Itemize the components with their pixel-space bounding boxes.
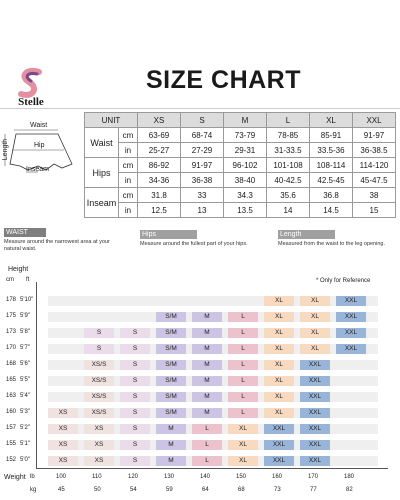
- cm-label: cm: [6, 277, 14, 283]
- size-cell: S/M: [156, 344, 186, 354]
- size-cell: XL: [300, 296, 330, 306]
- table-cell: 36-38.5: [353, 143, 396, 158]
- size-cell: M: [192, 408, 222, 418]
- size-cell: S/M: [156, 360, 186, 370]
- legend-length-desc: Measured from the waist to the leg opening.: [278, 241, 386, 247]
- size-cell: XXL: [300, 424, 330, 434]
- height-cm-tick: 168: [6, 361, 17, 367]
- size-cell: S: [120, 376, 150, 386]
- ft-label: ft: [26, 277, 30, 283]
- size-cell: S: [120, 424, 150, 434]
- table-cell: 12.5: [138, 203, 181, 218]
- table-cell: 36.8: [310, 188, 353, 203]
- size-cell: XL: [264, 312, 294, 322]
- weight-kg-tick: 59: [166, 487, 173, 493]
- table-cell: 14: [267, 203, 310, 218]
- unit-header: UNIT: [85, 113, 138, 128]
- table-cell: 91-97: [181, 158, 224, 173]
- table-cell: 86-92: [138, 158, 181, 173]
- size-cell: XL: [264, 360, 294, 370]
- height-ft-tick: 5'9": [20, 313, 30, 319]
- size-cell: S/M: [156, 392, 186, 402]
- unit-cell: in: [119, 203, 138, 218]
- height-cm-tick: 155: [6, 441, 17, 447]
- page-title: SIZE CHART: [146, 66, 301, 94]
- kg-label: kg: [30, 487, 37, 493]
- table-cell: 91-97: [353, 128, 396, 143]
- size-cell: XXL: [336, 328, 366, 338]
- table-cell: 14.5: [310, 203, 353, 218]
- table-cell: 33: [181, 188, 224, 203]
- height-cm-tick: 160: [6, 409, 17, 415]
- height-label: Height: [8, 266, 29, 273]
- size-cell: XL: [300, 328, 330, 338]
- measure-label: Inseam: [85, 188, 119, 218]
- size-cell: S: [84, 344, 114, 354]
- size-cell: XXL: [300, 376, 330, 386]
- height-cm-tick: 170: [6, 345, 17, 351]
- size-cell: L: [192, 440, 222, 450]
- lb-label: lb: [30, 474, 35, 480]
- table-cell: 13.5: [224, 203, 267, 218]
- measure-label: Hips: [85, 158, 119, 188]
- height-cm-tick: 152: [6, 457, 17, 463]
- table-cell: 45-47.5: [353, 173, 396, 188]
- table-cell: 101-108: [267, 158, 310, 173]
- table-cell: 29-31: [224, 143, 267, 158]
- table-cell: 15: [353, 203, 396, 218]
- size-cell: M: [192, 312, 222, 322]
- size-cell: XXL: [300, 440, 330, 450]
- size-cell: XL: [264, 408, 294, 418]
- size-cell: M: [192, 392, 222, 402]
- table-cell: 31-33.5: [267, 143, 310, 158]
- table-cell: 40-42.5: [267, 173, 310, 188]
- size-cell: M: [156, 424, 186, 434]
- size-cell: XL: [264, 392, 294, 402]
- size-cell: XS/S: [84, 392, 114, 402]
- size-cell: XS/S: [84, 360, 114, 370]
- unit-cell: cm: [119, 128, 138, 143]
- table-cell: 73-79: [224, 128, 267, 143]
- hip-label: Hip: [34, 142, 45, 149]
- weight-kg-tick: 73: [274, 487, 281, 493]
- weight-lb-tick: 100: [56, 474, 67, 480]
- table-cell: 35.6: [267, 188, 310, 203]
- size-cell: S: [120, 456, 150, 466]
- size-cell: XXL: [336, 296, 366, 306]
- size-cell: XXL: [300, 456, 330, 466]
- size-cell: XL: [264, 344, 294, 354]
- height-ft-tick: 5'0": [20, 457, 30, 463]
- size-cell: S: [120, 392, 150, 402]
- height-cm-tick: 165: [6, 377, 17, 383]
- size-cell: XXL: [300, 360, 330, 370]
- table-cell: 31.8: [138, 188, 181, 203]
- height-ft-tick: 5'6": [20, 361, 30, 367]
- weight-kg-tick: 68: [238, 487, 245, 493]
- length-label: Length: [2, 138, 10, 161]
- table-cell: 33.5-36: [310, 143, 353, 158]
- unit-cell: cm: [119, 188, 138, 203]
- size-header: L: [267, 113, 310, 128]
- weight-label: Weight: [4, 474, 26, 481]
- table-cell: 85-91: [310, 128, 353, 143]
- size-header: XL: [310, 113, 353, 128]
- size-cell: M: [192, 328, 222, 338]
- size-cell: XXL: [336, 312, 366, 322]
- table-cell: 108-114: [310, 158, 353, 173]
- size-header: XS: [138, 113, 181, 128]
- size-cell: L: [192, 456, 222, 466]
- weight-lb-tick: 110: [92, 474, 102, 480]
- size-cell: L: [228, 376, 258, 386]
- table-cell: 96-102: [224, 158, 267, 173]
- size-cell: XS/S: [84, 408, 114, 418]
- weight-lb-tick: 140: [200, 474, 211, 480]
- size-cell: XS: [84, 456, 114, 466]
- size-cell: L: [228, 360, 258, 370]
- size-header: S: [181, 113, 224, 128]
- weight-lb-tick: 130: [164, 474, 175, 480]
- size-cell: XS: [48, 408, 78, 418]
- size-cell: S/M: [156, 312, 186, 322]
- size-cell: XS: [48, 440, 78, 450]
- size-cell: XL: [228, 456, 258, 466]
- height-ft-tick: 5'7": [20, 345, 30, 351]
- height-ft-tick: 5'8": [20, 329, 30, 335]
- weight-kg-tick: 64: [202, 487, 209, 493]
- size-cell: XS/S: [84, 376, 114, 386]
- weight-kg-tick: 54: [130, 487, 137, 493]
- size-cell: M: [192, 360, 222, 370]
- height-ft-tick: 5'1": [20, 441, 30, 447]
- unit-cell: in: [119, 143, 138, 158]
- table-cell: 34-36: [138, 173, 181, 188]
- size-cell: L: [228, 408, 258, 418]
- size-cell: XXL: [264, 456, 294, 466]
- table-cell: 27-29: [181, 143, 224, 158]
- table-cell: 34.3: [224, 188, 267, 203]
- size-cell: S: [120, 408, 150, 418]
- legend-length-title: Length: [278, 230, 335, 239]
- table-cell: 114-120: [353, 158, 396, 173]
- weight-kg-tick: 77: [310, 487, 317, 493]
- size-cell: XXL: [336, 344, 366, 354]
- height-cm-tick: 173: [6, 329, 17, 335]
- size-cell: XL: [264, 328, 294, 338]
- table-cell: 78-85: [267, 128, 310, 143]
- size-cell: S: [120, 360, 150, 370]
- size-cell: XL: [300, 344, 330, 354]
- weight-kg-tick: 82: [346, 487, 353, 493]
- size-cell: XL: [228, 440, 258, 450]
- size-cell: XL: [228, 424, 258, 434]
- legend-waist-desc: Measure around the narrowest area at your natural waist.: [4, 239, 110, 252]
- waist-label: Waist: [30, 122, 48, 129]
- size-cell: S: [120, 328, 150, 338]
- weight-kg-tick: 45: [58, 487, 65, 493]
- size-cell: L: [192, 424, 222, 434]
- legend-hips-desc: Measure around the fullest part of your hips.: [140, 241, 248, 247]
- height-cm-tick: 163: [6, 393, 17, 399]
- weight-lb-tick: 150: [236, 474, 247, 480]
- weight-kg-tick: 50: [94, 487, 101, 493]
- table-cell: 13: [181, 203, 224, 218]
- legend-hips-title: Hips: [140, 230, 197, 239]
- size-cell: S/M: [156, 376, 186, 386]
- size-cell: S/M: [156, 408, 186, 418]
- size-cell: XS: [84, 440, 114, 450]
- brand-name: Stelle: [18, 96, 44, 108]
- height-ft-tick: 5'2": [20, 425, 30, 431]
- table-cell: 68-74: [181, 128, 224, 143]
- inseam-label: Inseam: [26, 166, 49, 173]
- size-cell: S: [84, 328, 114, 338]
- size-cell: S: [120, 344, 150, 354]
- weight-lb-tick: 180: [344, 474, 355, 480]
- height-cm-tick: 178: [6, 297, 17, 303]
- weight-lb-tick: 170: [308, 474, 319, 480]
- measure-label: Waist: [85, 128, 119, 158]
- size-cell: XXL: [300, 408, 330, 418]
- height-ft-tick: 5'10": [20, 297, 34, 303]
- size-cell: M: [156, 440, 186, 450]
- table-cell: 42.5-45: [310, 173, 353, 188]
- unit-cell: in: [119, 173, 138, 188]
- legend-waist-title: WAIST: [4, 228, 46, 237]
- weight-lb-tick: 120: [128, 474, 139, 480]
- size-cell: XXL: [300, 392, 330, 402]
- size-cell: S: [120, 440, 150, 450]
- height-ft-tick: 5'3": [20, 409, 30, 415]
- size-cell: L: [228, 328, 258, 338]
- size-cell: XS: [48, 424, 78, 434]
- size-cell: M: [192, 376, 222, 386]
- table-cell: 25-27: [138, 143, 181, 158]
- unit-cell: cm: [119, 158, 138, 173]
- size-cell: L: [228, 312, 258, 322]
- size-cell: XXL: [264, 424, 294, 434]
- size-cell: L: [228, 392, 258, 402]
- size-cell: XS: [48, 456, 78, 466]
- height-cm-tick: 157: [6, 425, 17, 431]
- size-cell: M: [192, 344, 222, 354]
- table-cell: 36-38: [181, 173, 224, 188]
- size-cell: S/M: [156, 328, 186, 338]
- reference-note: * Only for Reference: [316, 278, 371, 284]
- size-header: XXL: [353, 113, 396, 128]
- weight-lb-tick: 160: [272, 474, 283, 480]
- height-ft-tick: 5'5": [20, 377, 30, 383]
- size-cell: XL: [300, 312, 330, 322]
- size-cell: L: [228, 344, 258, 354]
- table-cell: 63-69: [138, 128, 181, 143]
- size-cell: XS: [84, 424, 114, 434]
- table-cell: 38-40: [224, 173, 267, 188]
- size-cell: XXL: [264, 440, 294, 450]
- size-cell: XL: [264, 296, 294, 306]
- size-header: M: [224, 113, 267, 128]
- size-cell: M: [156, 456, 186, 466]
- table-cell: 38: [353, 188, 396, 203]
- height-cm-tick: 175: [6, 313, 17, 319]
- size-cell: XL: [264, 376, 294, 386]
- height-ft-tick: 5'4": [20, 393, 30, 399]
